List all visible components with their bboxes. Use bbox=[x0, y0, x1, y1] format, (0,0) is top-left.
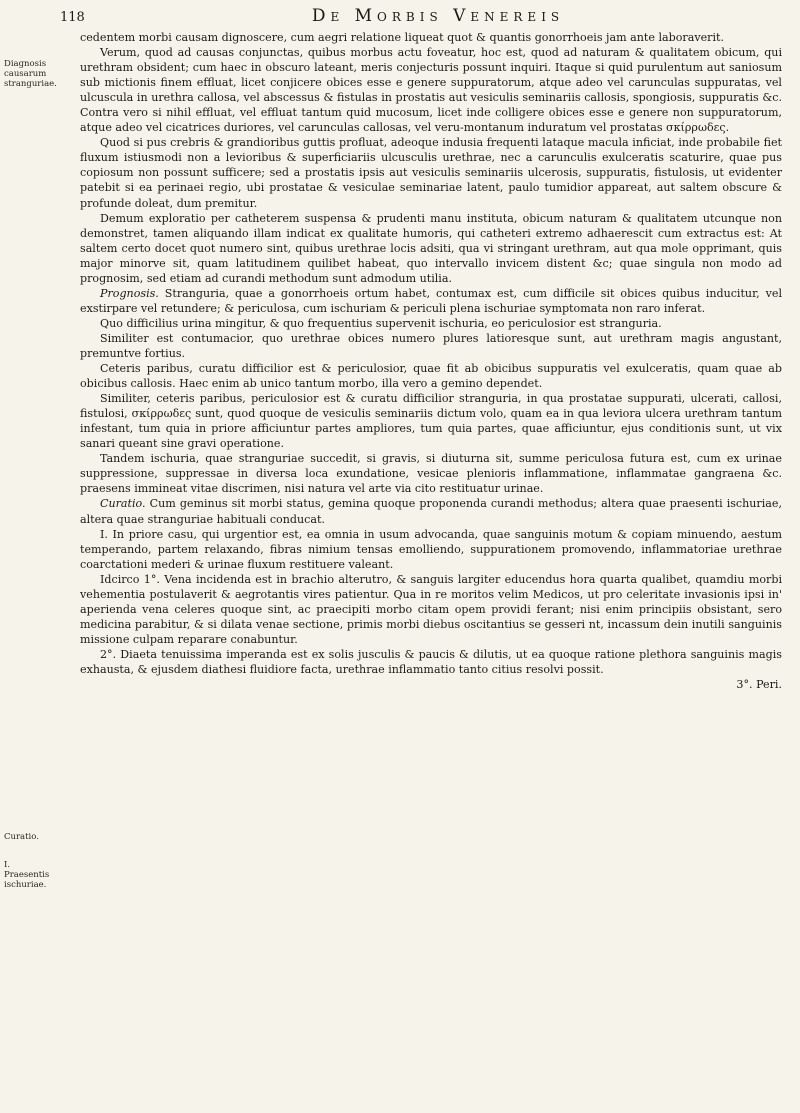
margin-note-praesentis: I. Praesentis ischuriae. bbox=[4, 860, 50, 890]
run-in-heading-prognosis: Prognosis. bbox=[100, 286, 159, 300]
paragraph: Similiter, ceteris paribus, periculosior est & curatu difficilior stranguria, in qua prostatae suppurati, ulcerati, callosi, fistulosi, σκίρρωδες sunt, quod quoque de vesiculis seminariis dictum volo, quam ea in qua leviora ulcera urethram tantum infestant, tum quia in priore afficiuntur partes ampliores, tum quia partes, quae afficiuntur, ejus conditionis sunt, ut vix sanari queant sine gravi operatione. bbox=[80, 392, 782, 451]
running-title: De Morbis Venereis bbox=[311, 6, 565, 26]
paragraph: Ceteris paribus, curatu difficilior est & periculosior, quae fit ab obicibus suppuratis vel exulceratis, quam quae ab obicibus callosis. Haec enim ab unico tantum morbo, illa vero a gemino dependet. bbox=[80, 362, 782, 391]
paragraph-prognosis bbox=[80, 286, 782, 316]
paragraph: Quod si pus crebris & grandioribus guttis profluat, adeoque indusia frequenti lataque macula inficiat, inde probabile fiet fluxum istiusmodi non a levioribus & superficiariis ulcusculis urethrae, nec a carunculis exulceratis scaturire, quae pus copiosum non possunt sufficere; sed a prostatis ipsis aut vesiculis seminariis ulcerosis, suppuratis, fistulosis, ut evidenter patebit si ea perinaei regio, ubi prostatae & vesiculae seminariae latent, paulo tumidior appareat, aut saltem obscure & profunde doleat, dum premitur. bbox=[80, 136, 782, 210]
paragraph: Tandem ischuria, quae stranguriae succedit, si gravis, si diuturna sit, summe periculosa futura est, cum ex urinae suppressione, suppressae in diversa loca exundatione, vesicae plenioris inflammatione, inflammatae gangraena &c. praesens immineat vitae discrimen, nisi natura vel arte via cito restituatur urinae. bbox=[80, 452, 782, 496]
paragraph: Idcirco 1°. Vena incidenda est in brachio alterutro, & sanguis largiter educendus hora quarta qualibet, quamdiu morbi vehementia postulaverit & aegrotantis vires patientur. Qua in re moritos velim Medicos, ut pro celeritate invasionis ipsi in' aperienda vena celeres quoque sint, ac praecipiti morbo citam opem providi ferant; nisi enim principiis obsistant, sero medicina parabitur, & si dilata venae sectione, primis morbi diebus oscitantius se gesseri nt, incassum dein inutili sanguinis missione culpam reparare conabuntur. bbox=[80, 572, 782, 646]
paragraph: Demum exploratio per catheterem suspensa & prudenti manu instituta, obicum naturam & qualitatem utcunque non demonstret, tamen aliquando illam indicat ex qualitate humoris, qui catheteri extremo adhaerescit cum extractus est: At saltem certo docet quot numero sint, quibus urethrae locis adsiti, qua vi stringant urethram, aut qua mole opprimant, quis major minorve sit, quam latitudinem quilibet habeat, quo intervallo invicem distent &c; quae singula non modo ad prognosim, sed etiam ad curandi methodum sunt admodum utilia. bbox=[80, 211, 782, 285]
paragraph-text: Cum geminus sit morbi status, gemina quoque proponenda curandi methodus; altera quae praesenti ischuriae, altera quae stranguriae habituali conducat. bbox=[80, 497, 782, 526]
paragraph: Verum, quod ad causas conjunctas, quibus morbus actu foveatur, hoc est, quod ad naturam & qualitatem obicum, qui urethram obsident; cum haec in obscuro lateant, meris conjecturis possunt inquiri. Itaque si quid purulentum aut saniosum sub mictionis finem effluat, licet conjicere obices esse e genere suppuratorum, atque adeo vel carunculas suppuratas, vel ulcuscula in urethra callosa, vel abscessus & fistulas in prostatis aut vesiculis seminariis callosis, spongiosis, suppuratis &c. Contra vero si nihil effluat, vel effluat tantum quid mucosum, licet inde colligere obices esse e genere non suppuratorum, atque adeo vel cicatrices duriores, vel carunculas callosas, vel veru-montanum induratum vel prostatas σκίρρωδες. bbox=[80, 46, 782, 135]
paragraph: Similiter est contumacior, quo urethrae obices numero plures latioresque sunt, aut urethram magis angustant, premuntve fortius. bbox=[80, 331, 782, 360]
body-text bbox=[80, 30, 782, 1105]
paragraph-curatio bbox=[80, 496, 782, 526]
page-header bbox=[60, 6, 780, 32]
margin-note-curatio: Curatio. bbox=[4, 832, 39, 842]
paragraph: cedentem morbi causam dignoscere, cum aegri relatione liqueat quot & quantis gonorrhoeis jam ante laboraverit. bbox=[80, 31, 724, 44]
margin-note-diagnosis: Diagnosis causarum stranguriae. bbox=[4, 59, 57, 89]
paragraph: 2°. Diaeta tenuissima imperanda est ex solis jusculis & paucis & dilutis, ut ea quoque ratione plethora sanguinis magis exhausta, & ejusdem diathesi fluidiore facta, urethrae inflammatio tanto citius resolvi possit. bbox=[80, 647, 782, 676]
paragraph: I. In priore casu, qui urgentior est, ea omnia in usum advocanda, quae sanguinis motum & copiam minuendo, aestum temperando, partem relaxando, fibras nimium tensas emolliendo, suppurationem promovendo, inflammatoriae urethrae coarctationi mederi & urinae fluxum restituere valeant. bbox=[80, 527, 782, 571]
page-number: 118 bbox=[60, 10, 85, 25]
catchword: 3°. Peri. bbox=[736, 678, 782, 692]
paragraph-text: Stranguria, quae a gonorrhoeis ortum habet, contumax est, cum difficile sit obices quibus inducitur, vel exstirpare vel retundere; & periculosa, cum ischuriam & periculi plena ischuriae symptomata non raro inferat. bbox=[80, 286, 782, 315]
run-in-heading-curatio: Curatio. bbox=[100, 497, 146, 511]
paragraph: Quo difficilius urina mingitur, & quo frequentius supervenit ischuria, eo periculosior est stranguria. bbox=[100, 316, 662, 330]
